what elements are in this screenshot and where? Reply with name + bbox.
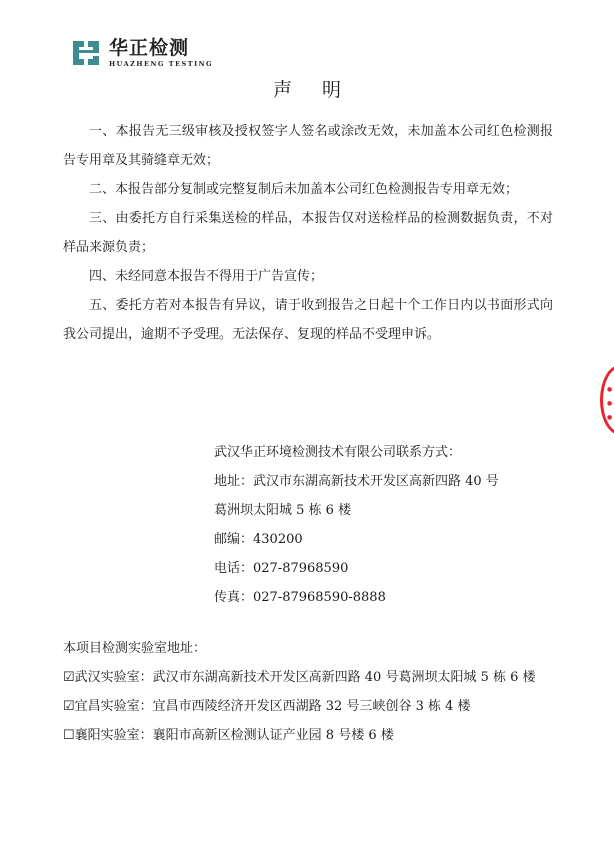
checkbox-unchecked-icon[interactable]: ☐ <box>63 728 75 743</box>
contact-fax: 传真：027-87968590-8888 <box>214 590 386 605</box>
lab-addresses <box>63 634 553 750</box>
clause-4: 四、未经同意本报告不得用于广告宣传； <box>89 269 324 284</box>
page-title: 声明 <box>272 79 371 101</box>
huazheng-logo-icon <box>71 38 101 68</box>
logo-english-name: HUAZHENG TESTING <box>109 60 214 68</box>
statement-clauses <box>63 117 553 349</box>
clause-3: 三、由委托方自行采集送检的样品，本报告仅对送检样品的检测数据负责，不对样品来源负责； <box>63 211 553 255</box>
lab-item-xiangyang <box>63 721 553 750</box>
clause-1: 一、本报告无三级审核及授权签字人签名或涂改无效，未加盖本公司红色检测报告专用章及其骑缝章无效； <box>63 124 553 168</box>
labs-heading: 本项目检测实验室地址： <box>63 641 207 656</box>
contact-postcode: 邮编：430200 <box>214 532 303 547</box>
clause-2: 二、本报告部分复制或完整复制后未加盖本公司红色检测报告专用章无效； <box>89 182 519 197</box>
lab-item-wuhan <box>63 663 553 692</box>
lab-text: 武汉实验室：武汉市东湖高新技术开发区高新四路 40 号葛洲坝太阳城 5 栋 6 楼 <box>74 670 536 685</box>
contact-address-line1: 地址：武汉市东湖高新技术开发区高新四路 40 号 <box>214 474 499 489</box>
contact-info <box>214 440 554 614</box>
lab-text: 襄阳实验室：襄阳市高新区检测认证产业园 8 号楼 6 楼 <box>74 728 394 743</box>
lab-text: 宜昌实验室：宜昌市西陵经济开发区西湖路 32 号三峡创谷 3 栋 4 楼 <box>74 699 471 714</box>
contact-heading: 武汉华正环境检测技术有限公司联系方式： <box>214 445 462 460</box>
logo-chinese-name: 华正检测 <box>109 37 190 59</box>
lab-item-yichang <box>63 692 553 721</box>
contact-address-line2: 葛洲坝太阳城 5 栋 6 楼 <box>214 503 352 518</box>
clause-5: 五、委托方若对本报告有异议，请于收到报告之日起十个工作日内以书面形式向我公司提出，逾期不予受理。无法保存、复现的样品不受理申诉。 <box>63 298 553 342</box>
red-seal-stamp-icon: ● ● ● <box>600 365 614 435</box>
checkbox-checked-icon[interactable]: ☑ <box>63 670 75 685</box>
company-logo <box>71 38 213 68</box>
contact-phone: 电话：027-87968590 <box>214 561 349 576</box>
checkbox-checked-icon[interactable]: ☑ <box>63 699 75 714</box>
